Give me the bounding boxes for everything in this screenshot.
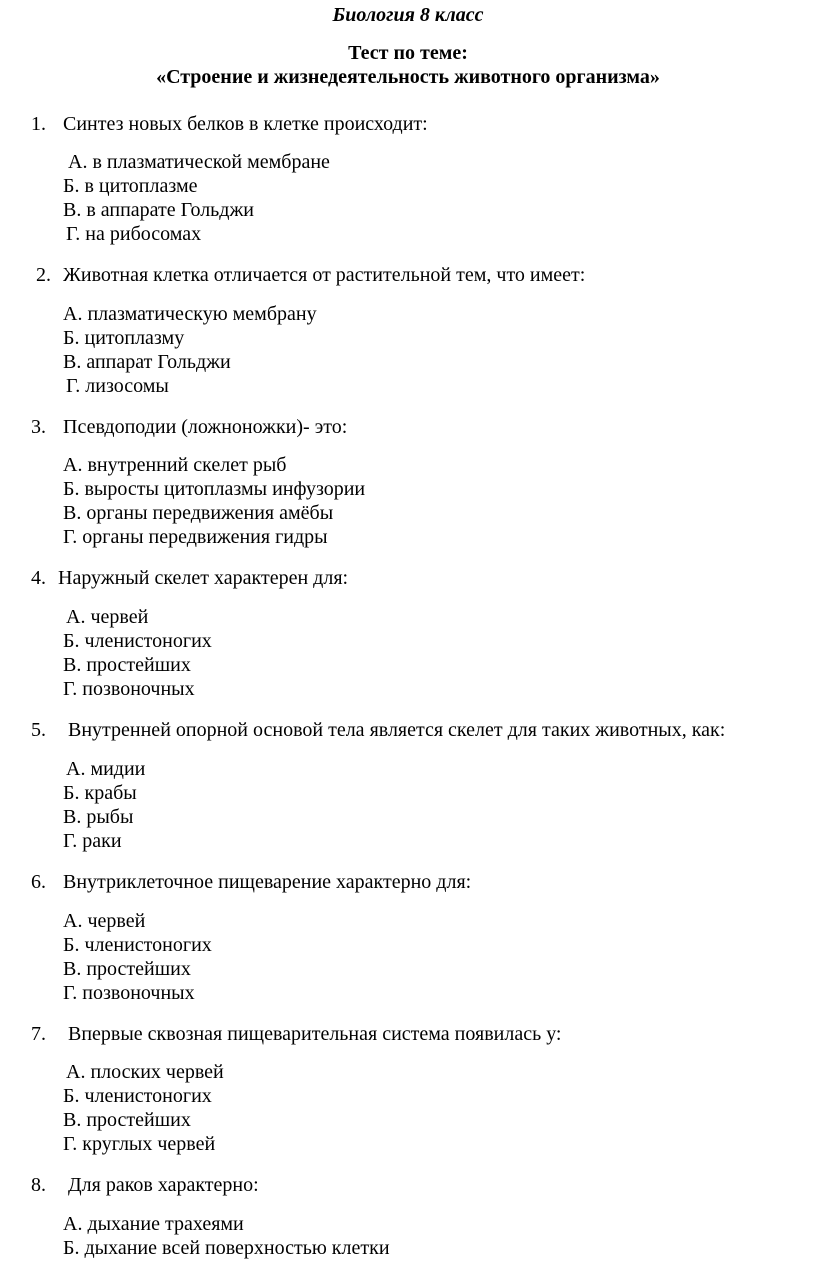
answer-option: Б. в цитоплазме — [63, 175, 198, 197]
answer-option: Б. членистоногих — [63, 934, 212, 956]
answer-option: Б. дыхание всей поверхностью клетки — [63, 1237, 390, 1259]
question-number: 8. — [31, 1174, 46, 1196]
question-text: Животная клетка отличается от растительной тем, что имеет: — [63, 264, 586, 286]
answer-option: А. плоских червей — [66, 1061, 224, 1083]
answer-option: В. простейших — [63, 958, 191, 980]
question-number: 6. — [31, 871, 46, 893]
answer-option: В. простейших — [63, 1109, 191, 1131]
answer-option: Г. на рибосомах — [66, 223, 202, 245]
question-text: Для раков характерно: — [68, 1174, 259, 1196]
answer-option: Г. органы передвижения гидры — [63, 526, 328, 548]
answer-option: В. органы передвижения амёбы — [63, 502, 334, 524]
question-text: Впервые сквозная пищеварительная система появилась у: — [68, 1023, 562, 1045]
question-number: 5. — [31, 719, 46, 741]
question-number: 2. — [36, 264, 51, 286]
answer-option: В. простейших — [63, 654, 191, 676]
question-number: 1. — [31, 113, 46, 135]
answer-option: Г. круглых червей — [63, 1133, 216, 1155]
question-text: Псевдоподии (ложноножки)- это: — [63, 416, 348, 438]
answer-option: А. дыхание трахеями — [63, 1213, 244, 1235]
answer-option: Г. позвоночных — [63, 982, 195, 1004]
answer-option: Г. лизосомы — [66, 375, 169, 397]
answer-option: В. рыбы — [63, 806, 134, 828]
answer-option: Б. членистоногих — [63, 1085, 212, 1107]
answer-option: А. червей — [63, 910, 146, 932]
answer-option: А. плазматическую мембрану — [63, 303, 317, 325]
question-text: Внутренней опорной основой тела является скелет для таких животных, как: — [68, 719, 726, 741]
answer-option: А. в плазматической мембране — [68, 151, 330, 173]
test-topic: «Строение и жизнедеятельность животного организма» — [156, 66, 660, 88]
question-number: 4. — [31, 567, 46, 589]
question-text: Наружный скелет характерен для: — [58, 567, 349, 589]
answer-option: А. червей — [66, 606, 149, 628]
answer-option: В. в аппарате Гольджи — [63, 199, 254, 221]
answer-option: А. внутренний скелет рыб — [63, 454, 287, 476]
answer-option: А. мидии — [66, 758, 146, 780]
answer-option: Г. раки — [63, 830, 122, 852]
answer-option: Б. членистоногих — [63, 630, 212, 652]
answer-option: Б. цитоплазму — [63, 327, 185, 349]
question-number: 3. — [31, 416, 46, 438]
answer-option: Г. позвоночных — [63, 678, 195, 700]
answer-option: В. аппарат Гольджи — [63, 351, 231, 373]
subject-heading: Биология 8 класс — [332, 4, 484, 26]
answer-option: Б. выросты цитоплазмы инфузории — [63, 478, 366, 500]
question-text: Синтез новых белков в клетке происходит: — [63, 113, 428, 135]
question-text: Внутриклеточное пищеварение характерно для: — [63, 871, 472, 893]
answer-option: Б. крабы — [63, 782, 137, 804]
test-title: Тест по теме: — [348, 42, 468, 64]
question-number: 7. — [31, 1023, 46, 1045]
